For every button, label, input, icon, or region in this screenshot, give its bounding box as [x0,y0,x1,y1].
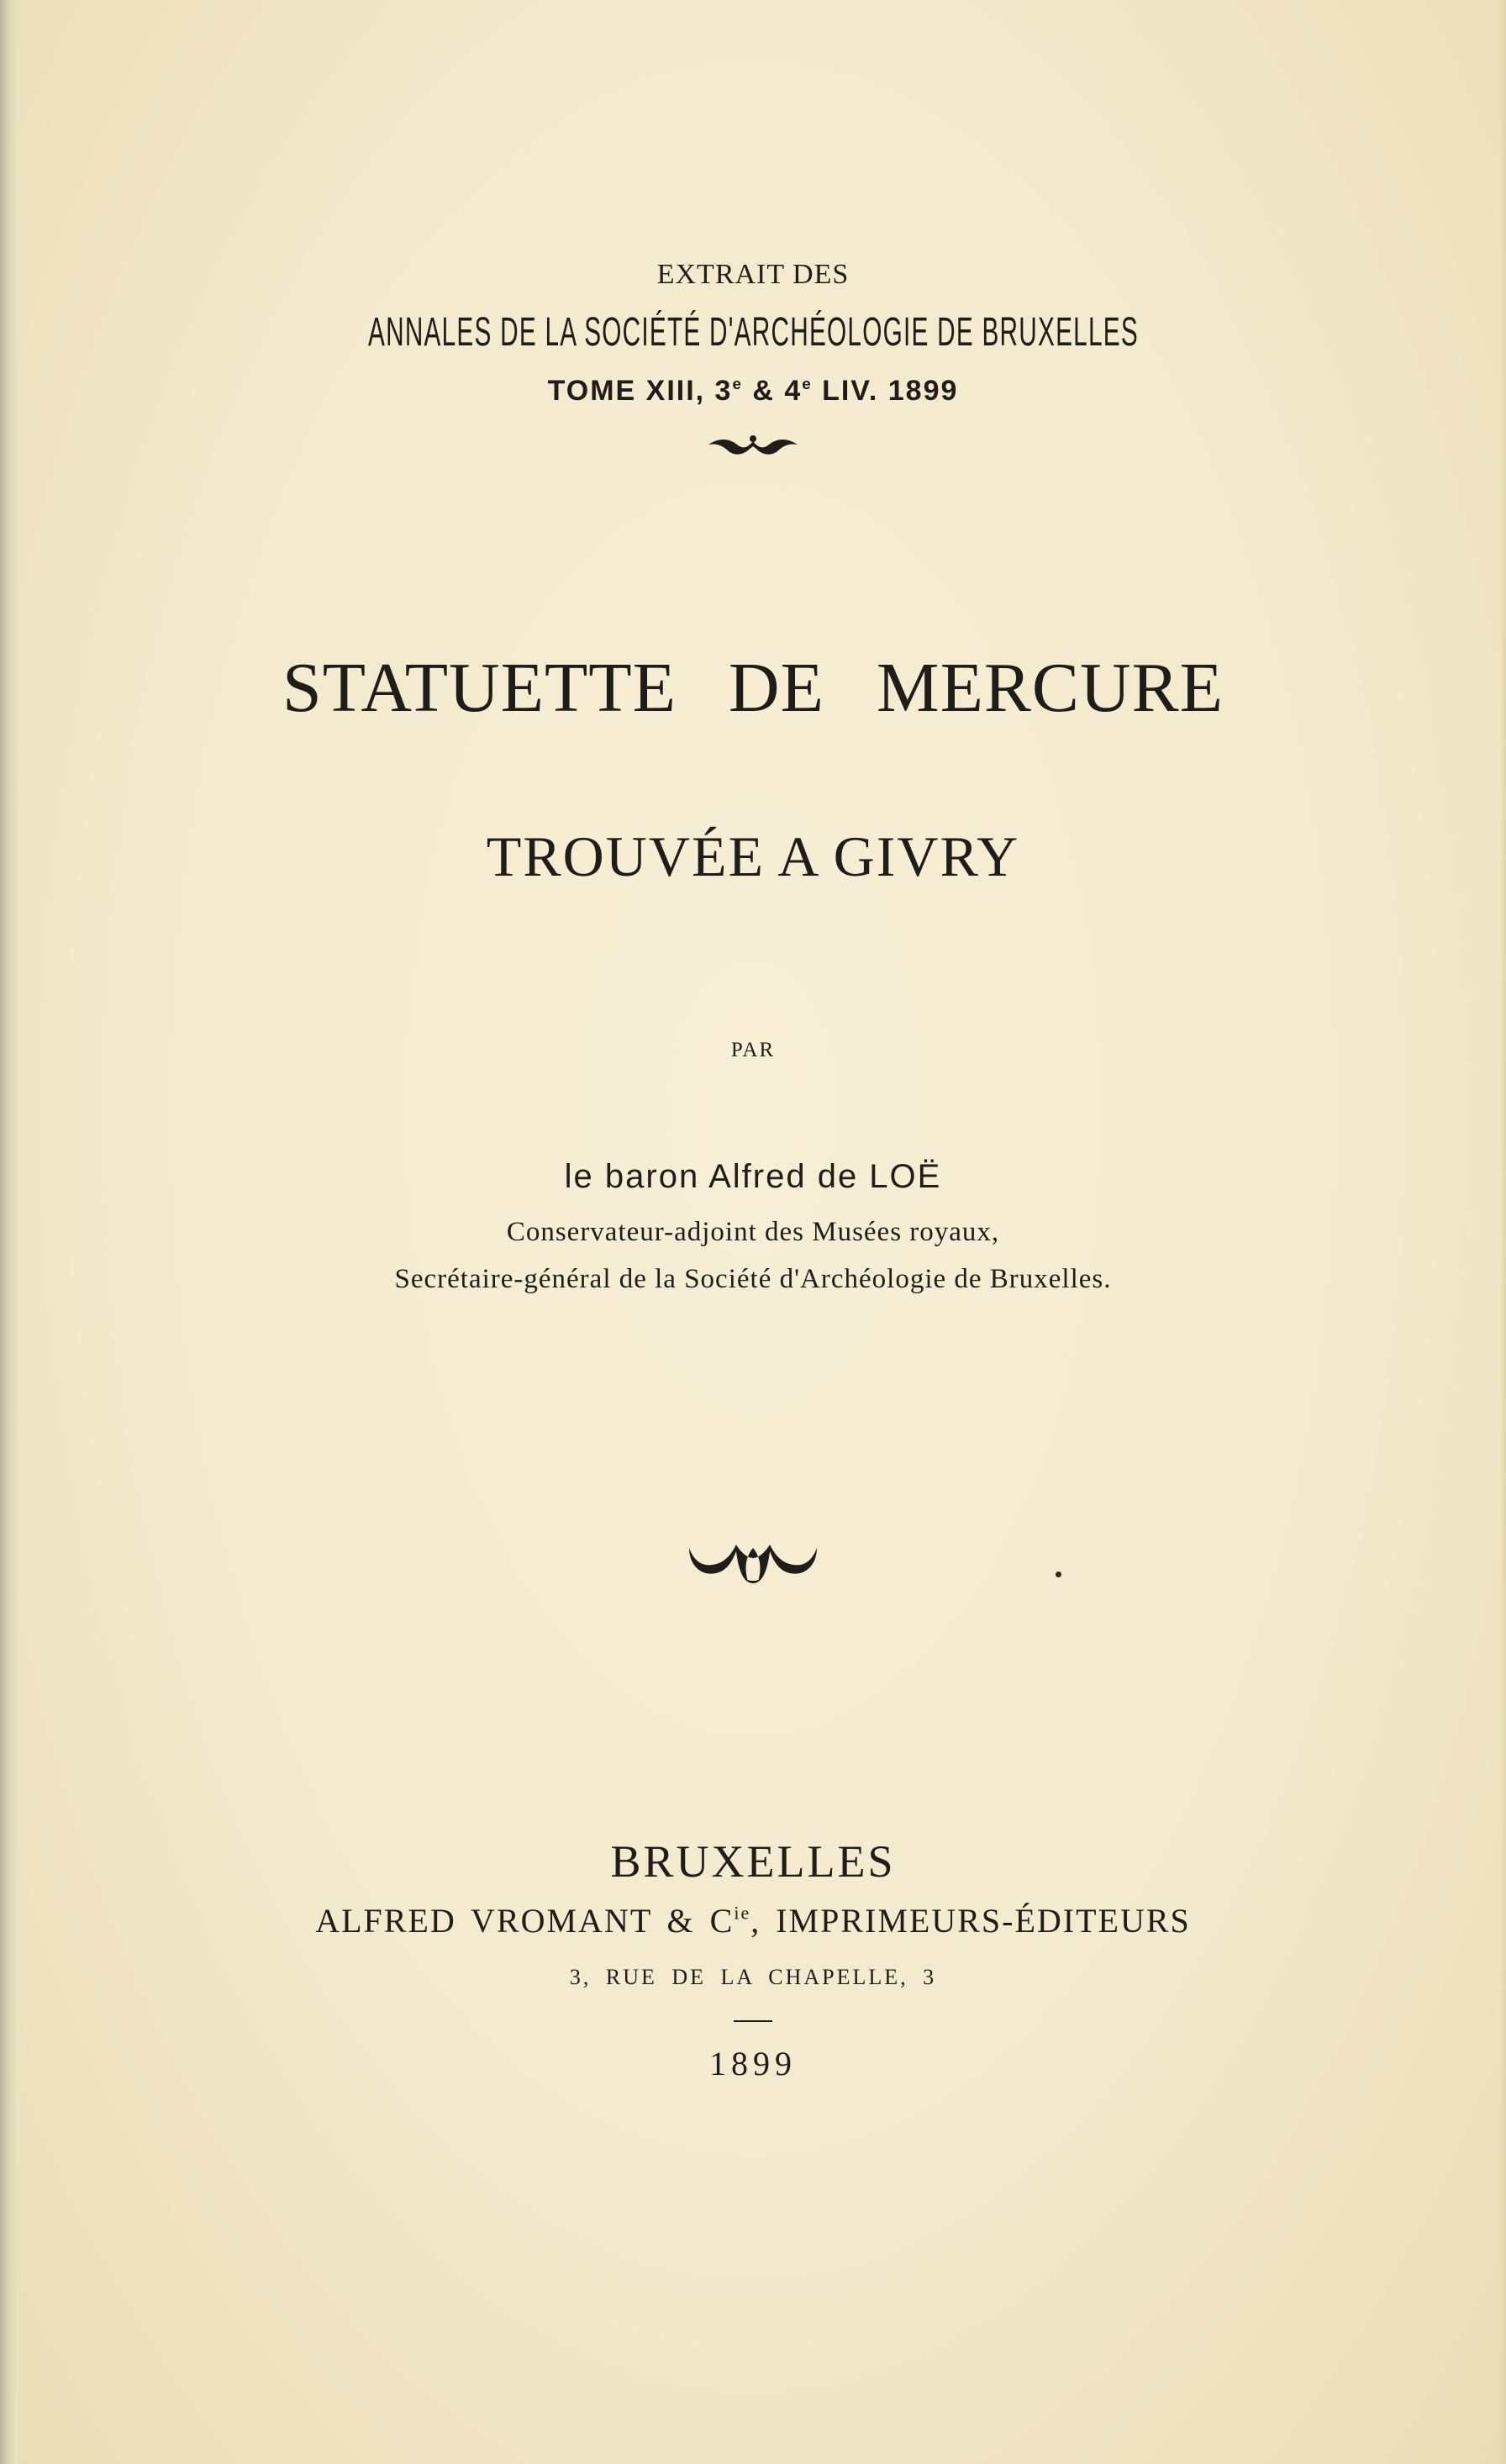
imprint-city [0,1835,1506,1887]
tome-suffix: LIV. 1899 [812,375,959,407]
tome-sup-2: e [802,374,813,392]
publisher-sup: ie [734,1902,751,1924]
ink-speck [1056,1572,1061,1577]
imprint-year-text: 1899 [709,2045,797,2082]
subtitle [0,824,1506,890]
subtitle-text: TROUVÉE A GIVRY [486,824,1020,888]
imprint-publisher [0,1901,1506,1940]
tome-sup-1: e [732,374,743,392]
author-name [0,1158,1506,1196]
imprint-address [0,1965,1506,1990]
imprint-divider [734,2020,772,2022]
main-title [0,647,1506,729]
tome-mid: & 4 [742,375,803,407]
par-text: PAR [730,1039,776,1061]
annales-heading [0,309,1506,355]
annales-text: ANNALES DE LA SOCIÉTÉ D'ARCHÉOLOGIE DE BRUXELLES [367,310,1139,355]
par-label [0,1039,1506,1062]
imprint-city-text: BRUXELLES [610,1836,896,1887]
tome-line [0,375,1506,408]
author-role-2-text: Secrétaire-général de la Société d'Archéologie de Bruxelles. [394,1264,1112,1294]
publisher-prefix: ALFRED VROMANT & C [315,1902,735,1940]
author-role-1 [0,1217,1506,1248]
scroll-ornament-icon [0,1540,1506,1588]
vine-ornament-icon [0,433,1506,458]
tome-prefix: TOME XIII, 3 [547,375,733,407]
extrait-label [0,259,1506,291]
extrait-text: EXTRAIT DES [656,259,850,290]
imprint-address-text: 3, RUE DE LA CHAPELLE, 3 [569,1965,937,1989]
main-title-text: STATUETTE DE MERCURE [282,649,1224,727]
author-role-2 [0,1264,1506,1295]
author-role-1-text: Conservateur-adjoint des Musées royaux, [506,1217,1000,1247]
author-name-text: le baron Alfred de LOË [564,1158,942,1195]
imprint-year [0,2044,1506,2083]
publisher-suffix: , IMPRIMEURS-ÉDITEURS [750,1902,1191,1940]
